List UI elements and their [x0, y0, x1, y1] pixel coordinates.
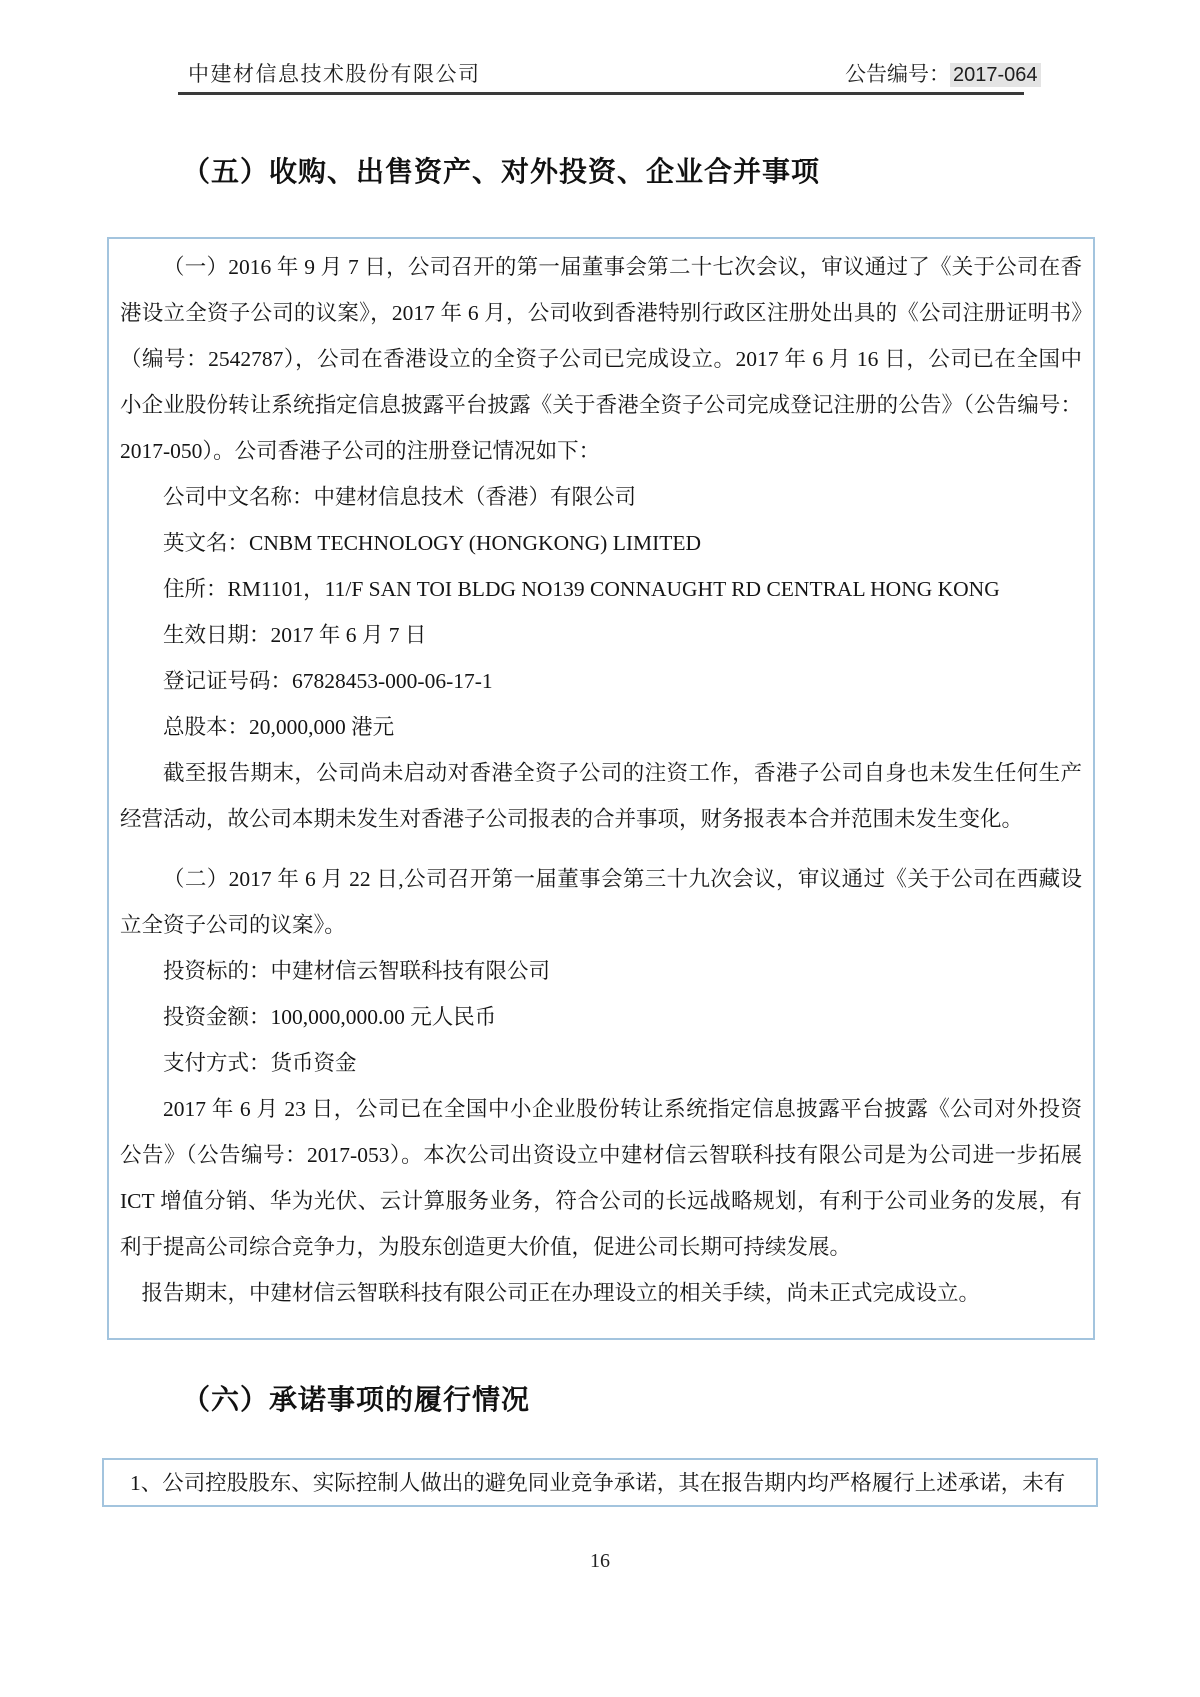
- paragraph-investment-disclosure: 2017 年 6 月 23 日，公司已在全国中小企业股份转让系统指定信息披露平台披露《公司对外投资公告》（公告编号：2017-053）。本次公司出资设立中建材信云智联科技有限公司是为公司进一步拓展 ICT 增值分销、华为光伏、云计算服务业务，符合公司的长远战略规划，有利于公司业务的发展，有利于提高公司综合竞争力，为股东创造更大价值，促进公司长期可持续发展。: [120, 1097, 1082, 1259]
- hk-field-address: 住所：RM1101，11/F SAN TOI BLDG NO139 CONNAUGHT RD CENTRAL HONG KONG: [163, 577, 1000, 601]
- header-notice-number: [845, 58, 1041, 88]
- section-5-textbox: [107, 237, 1095, 1340]
- hk-field-chinese-name: 公司中文名称：中建材信息技术（香港）有限公司: [163, 485, 637, 509]
- section-6-title: （六）承诺事项的履行情况: [182, 1384, 531, 1415]
- header-divider-rule: [178, 92, 1024, 95]
- hk-field-registration-no: 登记证号码：67828453-000-06-17-1: [163, 669, 493, 693]
- invest-field-payment: 支付方式：货币资金: [163, 1051, 357, 1075]
- invest-field-amount: 投资金额：100,000,000.00 元人民币: [163, 1005, 497, 1029]
- paragraph-hk-status: 截至报告期末，公司尚未启动对香港全资子公司的注资工作，香港子公司自身也未发生任何生产经营活动，故公司本期未发生对香港子公司报表的合并事项，财务报表本合并范围未发生变化。: [120, 761, 1082, 831]
- paragraph-tibet-setup: （二）2017 年 6 月 22 日,公司召开第一届董事会第三十九次会议，审议通过《关于公司在西藏设立全资子公司的议案》。: [120, 867, 1082, 937]
- hk-field-share-capital: 总股本：20,000,000 港元: [163, 715, 395, 739]
- paragraph-period-end-status: 报告期末，中建材信云智联科技有限公司正在办理设立的相关手续，尚未正式完成设立。: [141, 1281, 981, 1305]
- paragraph-hk-setup: （一）2016 年 9 月 7 日，公司召开的第一届董事会第二十七次会议，审议通过了《关于公司在香港设立全资子公司的议案》，2017 年 6 月，公司收到香港特别行政区注册处出具的《公司注册证明书》（编号：2542787），公司在香港设立的全资子公司已完成设立。2017 年 6 月 16 日，公司已在全国中小企业股份转让系统指定信息披露平台披露《关于香港全资子公司完成登记注册的公告》（公告编号：2017-050）。公司香港子公司的注册登记情况如下：: [120, 255, 1082, 463]
- notice-number-value: 2017-064: [950, 63, 1041, 87]
- header-company-name: 中建材信息技术股份有限公司: [188, 62, 481, 86]
- invest-field-target: 投资标的：中建材信云智联科技有限公司: [163, 959, 551, 983]
- paragraph-commitment: 1、公司控股股东、实际控制人做出的避免同业竞争承诺，其在报告期内均严格履行上述承诺，未有: [130, 1470, 1066, 1495]
- section-6-textbox: [102, 1458, 1098, 1507]
- hk-field-english-name: 英文名：CNBM TECHNOLOGY (HONGKONG) LIMITED: [163, 531, 702, 555]
- page-number: 16: [590, 1550, 610, 1572]
- section-5-title: （五）收购、出售资产、对外投资、企业合并事项: [182, 156, 821, 187]
- hk-field-effective-date: 生效日期：2017 年 6 月 7 日: [163, 623, 427, 647]
- notice-label: 公告编号：: [845, 62, 950, 86]
